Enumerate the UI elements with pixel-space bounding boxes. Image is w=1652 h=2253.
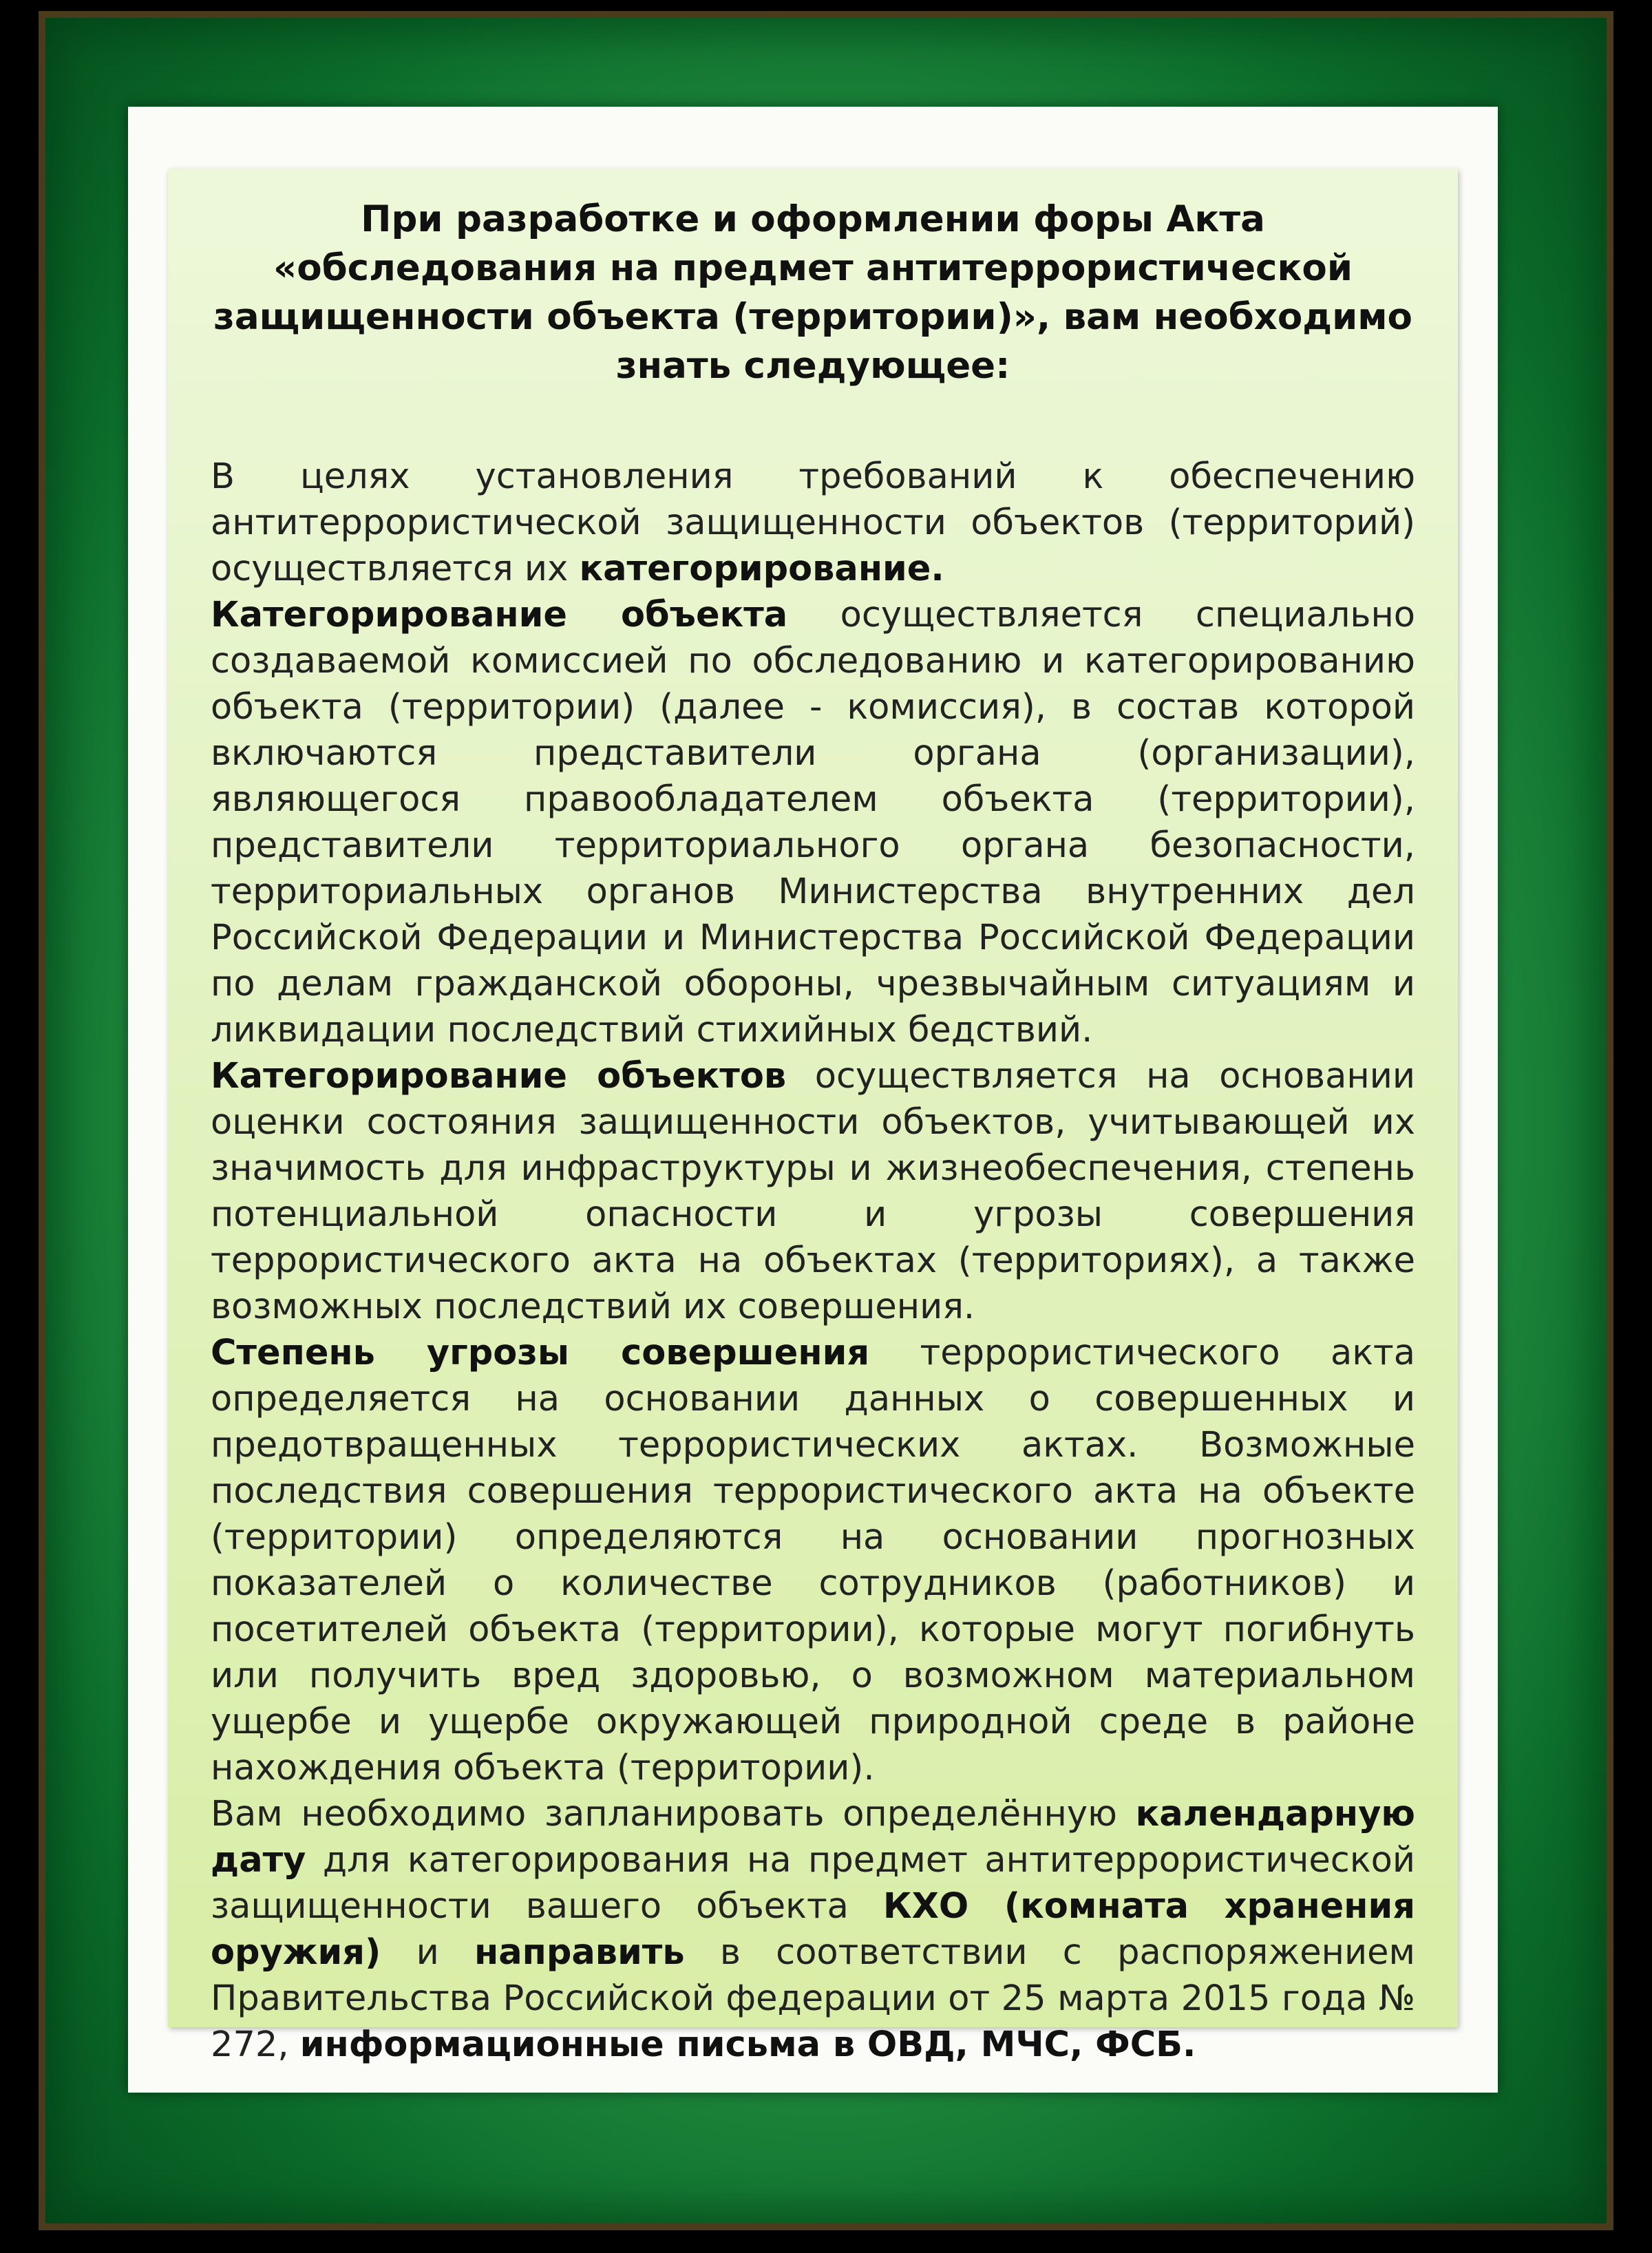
- white-mat: [128, 107, 1498, 2093]
- document-heading: При разработке и оформлении форы Акта «обследования на предмет антитеррористической защищенности объекта (территории)», вам необходимо знать следующее:: [213, 198, 1412, 387]
- paragraph-4: Степень угрозы совершения террористического акта определяется на основании данных о совершенных и предотвращенных террористических актах. Возможные последствия совершения террористического акта на объекте (территории) определяются на основании прогнозных показателей о количестве сотрудников (работников) и посетителей объекта (территории), которые могут погибнуть или получить вред здоровью, о возможном материальном ущербе и ущербе окружающей природной среде в районе нахождения объекта (территории).: [211, 1333, 1415, 1788]
- document-body: [211, 454, 1415, 2068]
- text-panel: [168, 169, 1458, 2065]
- page: [33, 0, 1618, 2253]
- paragraph-5: Вам необходимо запланировать определённую календарную дату для категорирования на предмет антитеррористической защищенности вашего объекта КХО (комната хранения оружия) и направить в соответствии с распоряжением Правительства Российской федерации от 25 марта 2015 года № 272, информационные письма в ОВД, МЧС, ФСБ.: [211, 1794, 1416, 2065]
- paragraph-2: Категорирование объекта осуществляется специально создаваемой комиссией по обследованию и категорированию объекта (территории) (далее - комиссия), в состав которой включаются представители органа (организации), являющегося правообладателем объекта (территории), представители территориального органа безопасности, территориальных органов Министерства внутренних дел Российской Федерации и Министерства Российской Федерации по делам гражданской обороны, чрезвычайным ситуациям и ликвидации последствий стихийных бедствий.: [211, 595, 1415, 1050]
- paragraph-3: Категорирование объектов осуществляется на основании оценки состояния защищенности объектов, учитывающей их значимость для инфраструктуры и жизнеобеспечения, степень потенциальной опасности и угрозы совершения террористического акта на объектах (территориях), а также возможных последствий их совершения.: [211, 1056, 1415, 1327]
- paragraph-1: В целях установления требований к обеспечению антитеррористической защищенности объектов (территорий) осуществляется их категорирование.: [211, 456, 1415, 589]
